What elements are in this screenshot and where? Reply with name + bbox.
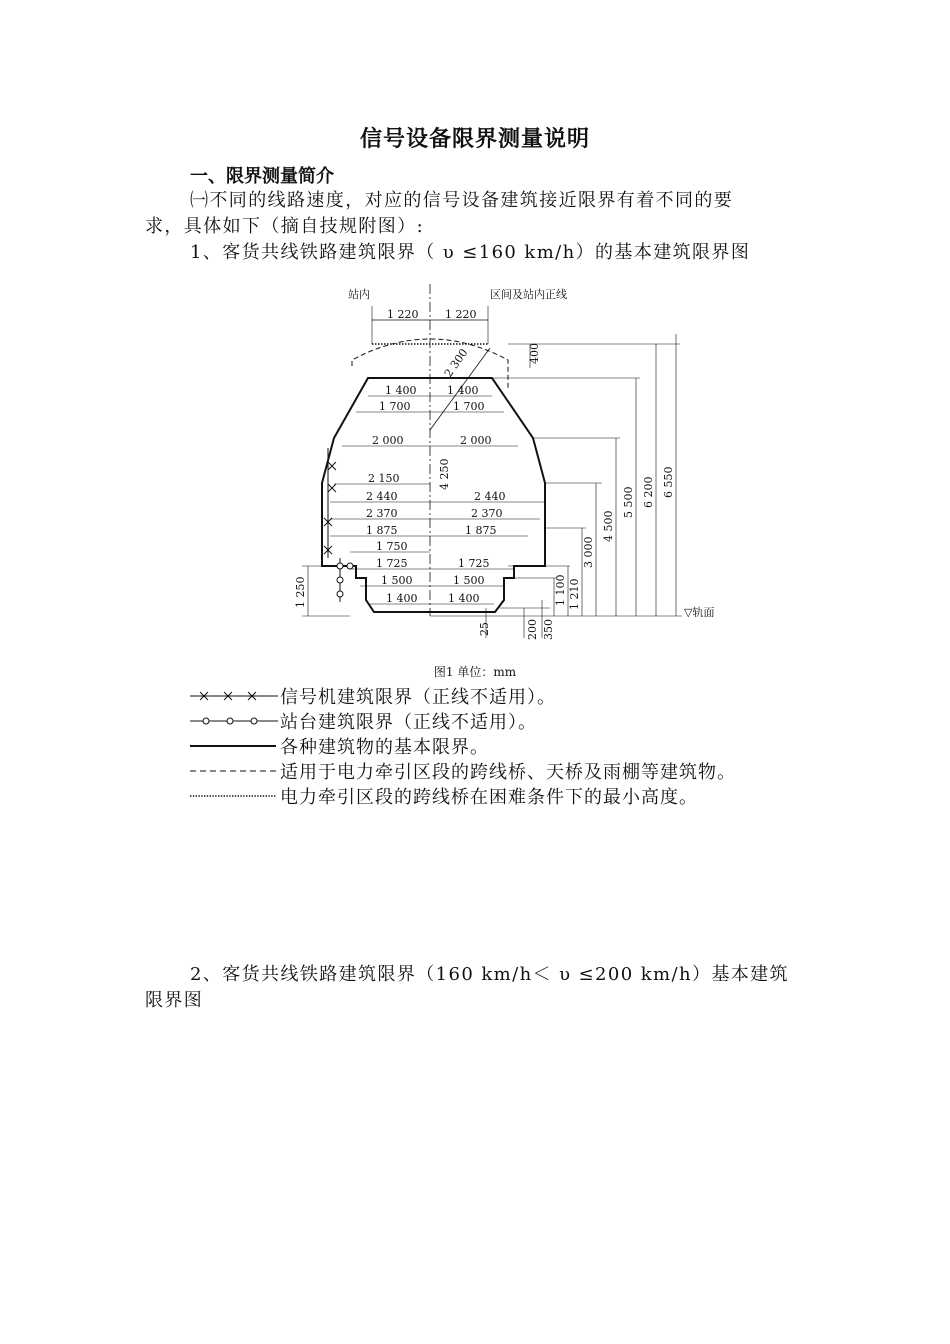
item-2-line-1: 2、客货共线铁路建筑限界（160 km/h＜ υ ≤200 km/h）基本建筑 [190,964,789,985]
width-label-left: 2 370 [366,507,398,520]
label-station: 站内 [348,288,370,301]
width-label-left: 1 400 [385,384,417,397]
width-label-right: 1 400 [448,592,480,605]
width-label-left: 2 440 [366,490,398,503]
legend-text: 电力牵引区段的跨线桥在困难条件下的最小高度。 [280,787,698,808]
legend-dotted-symbol [190,789,278,803]
legend-item [190,784,698,808]
width-label-left: 1 725 [376,557,408,570]
width-label-right: 1 220 [445,308,477,321]
width-label-left: 2 000 [372,434,404,447]
legend-text: 各种建筑物的基本限界。 [280,737,489,758]
center-height-label: 4 250 [438,458,451,490]
height-label: 6 550 [662,466,675,498]
legend-item [190,759,736,783]
legend-solid-symbol [190,739,278,753]
height-label: 6 200 [642,476,655,508]
width-label-left: 1 220 [387,308,419,321]
item-2-line-2: 限界图 [145,990,204,1011]
width-dimension-labels [366,308,506,605]
height-label: 3 000 [582,536,595,568]
legend-text: 适用于电力牵引区段的跨线桥、天桥及雨棚等建筑物。 [280,762,736,783]
section-heading: 一、限界测量简介 [190,166,334,187]
width-label-left: 1 500 [381,574,413,587]
width-label-right: 1 400 [447,384,479,397]
legend-item [190,709,537,733]
width-label-right: 2 000 [460,434,492,447]
height-label: 1 210 [568,578,581,610]
legend-o-line-symbol [190,714,278,728]
height-label: 200 [526,619,539,640]
legend-text: 站台建筑限界（正线不适用）。 [280,712,537,733]
width-label-right: 2 440 [474,490,506,503]
width-label-left: 1 700 [379,400,411,413]
width-label-right: 2 370 [471,507,503,520]
height-label: 4 500 [602,510,615,542]
legend-dashed-symbol [190,764,278,778]
width-label-left: 2 150 [368,472,400,485]
intro-line-1: ㈠不同的线路速度，对应的信号设备建筑接近限界有着不同的要 [190,190,734,211]
radial-label: 2 300 [441,346,471,380]
width-label-left: 1 875 [366,524,398,537]
height-label: 400 [528,343,541,364]
height-label: 350 [542,619,555,640]
label-section: 区间及站内正线 [490,288,567,301]
height-label: 5 500 [622,486,635,518]
figure-caption: 图1 单位：mm [433,665,517,679]
legend-x-line-symbol [190,689,278,703]
width-label-right: 1 725 [458,557,490,570]
width-label-left: 1 400 [386,592,418,605]
legend-item [190,684,556,708]
clearance-diagram [290,278,730,644]
width-label-right: 1 875 [465,524,497,537]
height-label: 25 [478,622,491,636]
width-label-right: 1 700 [453,400,485,413]
platform-clearance-marks [337,558,356,602]
page-title: 信号设备限界测量说明 [359,126,590,152]
width-label-right: 1 500 [453,574,485,587]
width-label-left: 1 750 [376,540,408,553]
rail-label: ▽轨面 [684,606,715,619]
left-height-label: 1 250 [294,576,307,608]
signal-clearance-marks [324,448,336,558]
basic-clearance-outline [322,378,545,612]
left-height-dimension [302,566,350,616]
intro-line-2: 求，具体如下（摘自技规附图）: [145,216,425,237]
height-label: 1 100 [554,574,567,606]
legend-text: 信号机建筑限界（正线不适用）。 [280,687,556,708]
legend-item [190,734,489,758]
item-1-heading: 1、客货共线铁路建筑限界（ υ ≤160 km/h）的基本建筑限界图 [190,242,751,263]
